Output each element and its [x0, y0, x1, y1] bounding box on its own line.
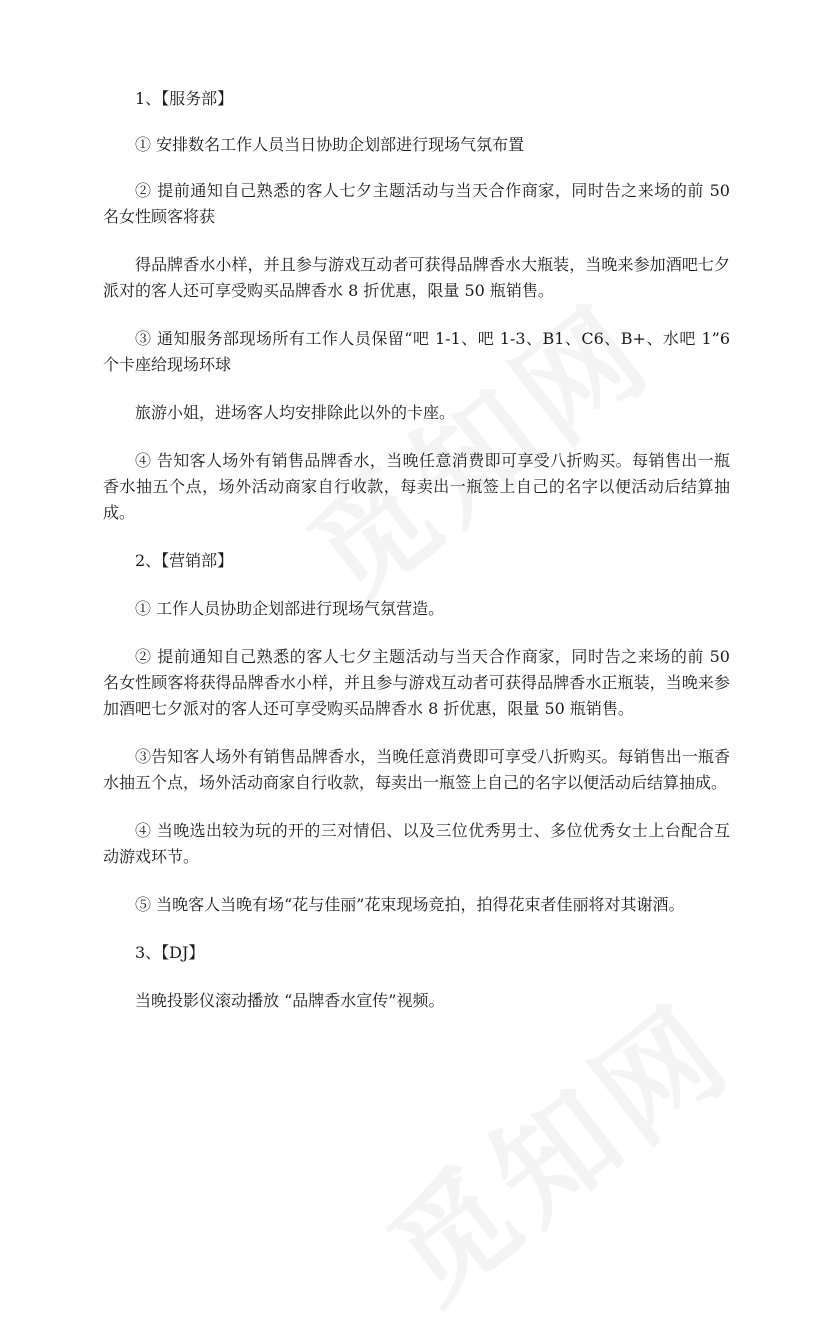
paragraph: 得品牌香水小样，并且参与游戏互动者可获得品牌香水大瓶装，当晚来参加酒吧七夕派对的客人还可享受购买品牌香水 8 折优惠，限量 50 瓶销售。	[103, 255, 730, 300]
section-heading-service: 1、【服务部】	[135, 89, 234, 108]
document-body	[103, 86, 730, 1014]
paragraph: ④ 告知客人场外有销售品牌香水，当晚任意消费即可享受八折购买。每销售出一瓶香水抽五个点，场外活动商家自行收款，每卖出一瓶签上自己的名字以便活动后结算抽成。	[103, 451, 730, 522]
paragraph: ④ 当晚选出较为玩的开的三对情侣、以及三位优秀男士、多位优秀女士上台配合互动游戏环节。	[103, 821, 730, 866]
paragraph: 当晚投影仪滚动播放 “品牌香水宣传”视频。	[135, 991, 445, 1010]
watermark	[348, 958, 761, 1334]
section-heading-marketing: 2、【营销部】	[135, 551, 234, 570]
paragraph: ② 提前通知自己熟悉的客人七夕主题活动与当天合作商家，同时告之来场的前 50 名女性顾客将获	[103, 181, 730, 226]
paragraph: ① 工作人员协助企划部进行现场气氛营造。	[135, 599, 445, 618]
paragraph: ③ 通知服务部现场所有工作人员保留“吧 1-1、吧 1-3、B1、C6、B+、水吧 1”6 个卡座给现场环球	[103, 329, 730, 374]
paragraph: 旅游小姐，进场客人均安排除此以外的卡座。	[135, 403, 456, 422]
paragraph: ③告知客人场外有销售品牌香水，当晚任意消费即可享受八折购买。每销售出一瓶香水抽五个点，场外活动商家自行收款，每卖出一瓶签上自己的名字以便活动后结算抽成。	[103, 747, 730, 792]
section-heading-dj: 3、【DJ】	[135, 943, 205, 962]
paragraph: ② 提前通知自己熟悉的客人七夕主题活动与当天合作商家，同时告之来场的前 50 名女性顾客将获得品牌香水小样，并且参与游戏互动者可获得品牌香水正瓶装，当晚来参加酒吧七夕派对的客人还可享受购买品牌香水 8 折优惠，限量 50 瓶销售。	[103, 647, 730, 718]
paragraph: ① 安排数名工作人员当日协助企划部进行现场气氛布置	[135, 135, 525, 154]
paragraph: ⑤ 当晚客人当晚有场“花与佳丽”花束现场竞拍，拍得花束者佳丽将对其谢酒。	[135, 895, 685, 914]
